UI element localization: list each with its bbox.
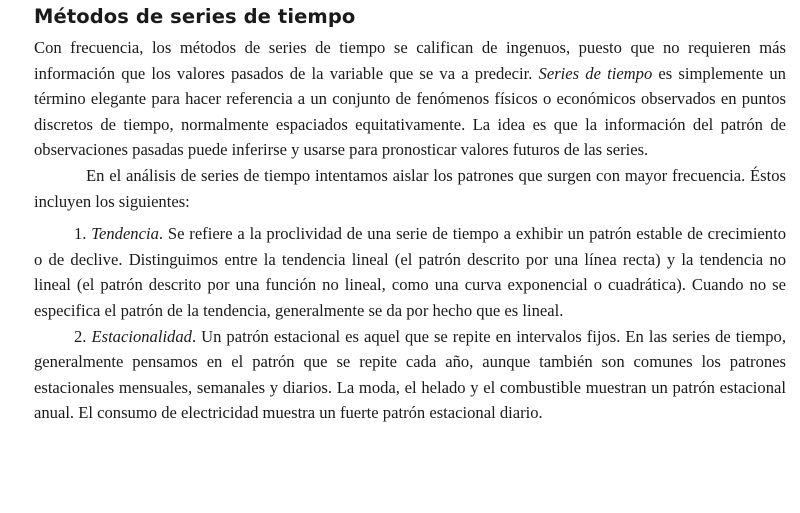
list-item-text: . Se refiere a la proclividad de una serie de tiempo a exhibir un patrón estable de crecimiento o de declive. Distinguimos entre la tendencia lineal (el patrón descrito por una línea recta) y la tendencia no lineal (el patrón descrito por una función no lineal, como una curva exponencial o cuadrática). Cuando no se especifica el patrón de la tendencia, generalmente se da por hecho que es lineal. [34, 224, 787, 320]
list-item-tendencia [34, 221, 786, 323]
intro-text-end: es simplemente un término elegante para hacer referencia a un conjunto de fenómenos físicos o económicos observados en puntos discretos de tiempo, normalmente espaciados equitativamente. La idea es que la información del patrón de observaciones pasadas puede inferirse y usarse para pronosticar valores futuros de las series. [34, 63, 786, 160]
analysis-paragraph: En el análisis de series de tiempo intentamos aislar los patrones que surgen con mayor frecuencia. Éstos incluyen los siguientes: [34, 165, 786, 211]
series-de-tiempo-term: Series de tiempo [538, 63, 653, 83]
document-page [34, 4, 786, 426]
list-item-estacionalidad [34, 324, 786, 426]
list-item-term: Estacionalidad [91, 326, 192, 346]
section-title: Métodos de series de tiempo [34, 5, 356, 28]
list-item-text: . Un patrón estacional es aquel que se repite en intervalos fijos. En las series de tiempo, generalmente pensamos en el patrón que se repite cada año, aunque también son comunes los patrones estacionales mensuales, semanales y diarios. La moda, el helado y el combustible muestran un patrón estacional anual. El consumo de electricidad muestra un fuerte patrón estacional diario. [34, 326, 786, 423]
intro-text-start: Con frecuencia, los métodos de series de tiempo se califican de ingenuos, puesto que no requieren más información que los valores pasados de la variable que se va a predecir. [34, 38, 786, 83]
list-item-number: 2. [74, 326, 92, 346]
intro-paragraph [34, 35, 786, 163]
list-item-number: 1. [74, 224, 92, 244]
list-item-term: Tendencia [91, 224, 159, 244]
